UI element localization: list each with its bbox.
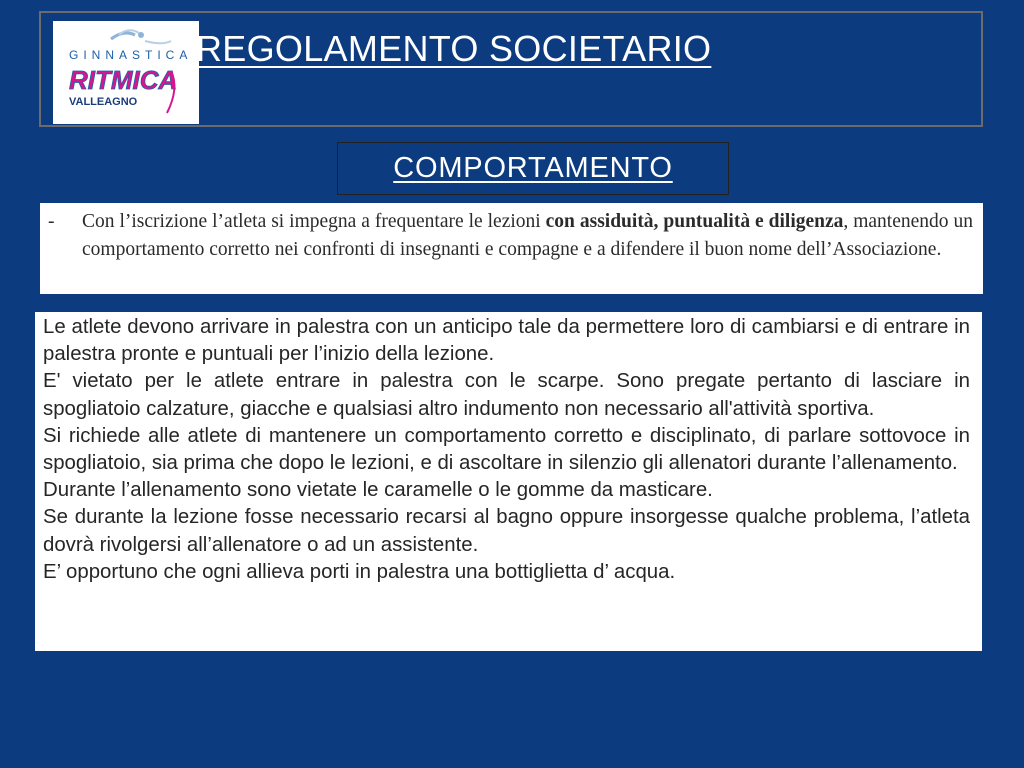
page-title: REGOLAMENTO SOCIETARIO [196, 28, 712, 69]
intro-text-end: , mantenendo un comportamento corretto nei confronti di insegnanti e compagne e a difendere il buon nome dell’Associazione. [82, 211, 973, 260]
club-logo [53, 21, 199, 124]
logo-line3: VALLEAGNO [69, 96, 138, 108]
intro-text-start: Con l’iscrizione l’atleta si impegna a frequentare le lezioni [82, 211, 546, 232]
rules-panel [35, 312, 982, 651]
rule-paragraph: E’ opportuno che ogni allieva porti in palestra una bottiglietta d’ acqua. [43, 560, 676, 583]
intro-text-bold: con assiduità, puntualità e diligenza [545, 211, 844, 232]
intro-text [82, 208, 973, 264]
logo-line1: GINNASTICA [69, 48, 193, 62]
rule-paragraph: Se durante la lezione fosse necessario recarsi al bagno oppure insorgesse qualche problema, l’atleta dovrà rivolgersi all’allenatore o ad un assistente. [43, 506, 970, 556]
rule-paragraph: E' vietato per le atlete entrare in palestra con le scarpe. Sono pregate pertanto di lasciare in spogliatoio calzature, giacche e qualsiasi altro indumento non necessario all'attività sportiva. [43, 370, 970, 420]
rule-paragraph: Le atlete devono arrivare in palestra con un anticipo tale da permettere loro di cambiarsi e di entrare in palestra pronte e puntuali per l’inizio della lezione. [43, 316, 970, 366]
rule-paragraph: Si richiede alle atlete di mantenere un comportamento corretto e disciplinato, di parlare sottovoce in spogliatoio, sia prima che dopo le lezioni, e di ascoltare in silenzio gli allenatori durante l’allenamento. [43, 424, 970, 475]
bullet-dash: - [48, 211, 55, 232]
intro-panel [40, 203, 983, 294]
logo-line2: RITMICA [69, 65, 178, 95]
rule-paragraph: Durante l’allenamento sono vietate le caramelle o le gomme da masticare. [43, 479, 713, 502]
section-title: COMPORTAMENTO [393, 152, 673, 184]
section-heading-box [337, 142, 729, 195]
